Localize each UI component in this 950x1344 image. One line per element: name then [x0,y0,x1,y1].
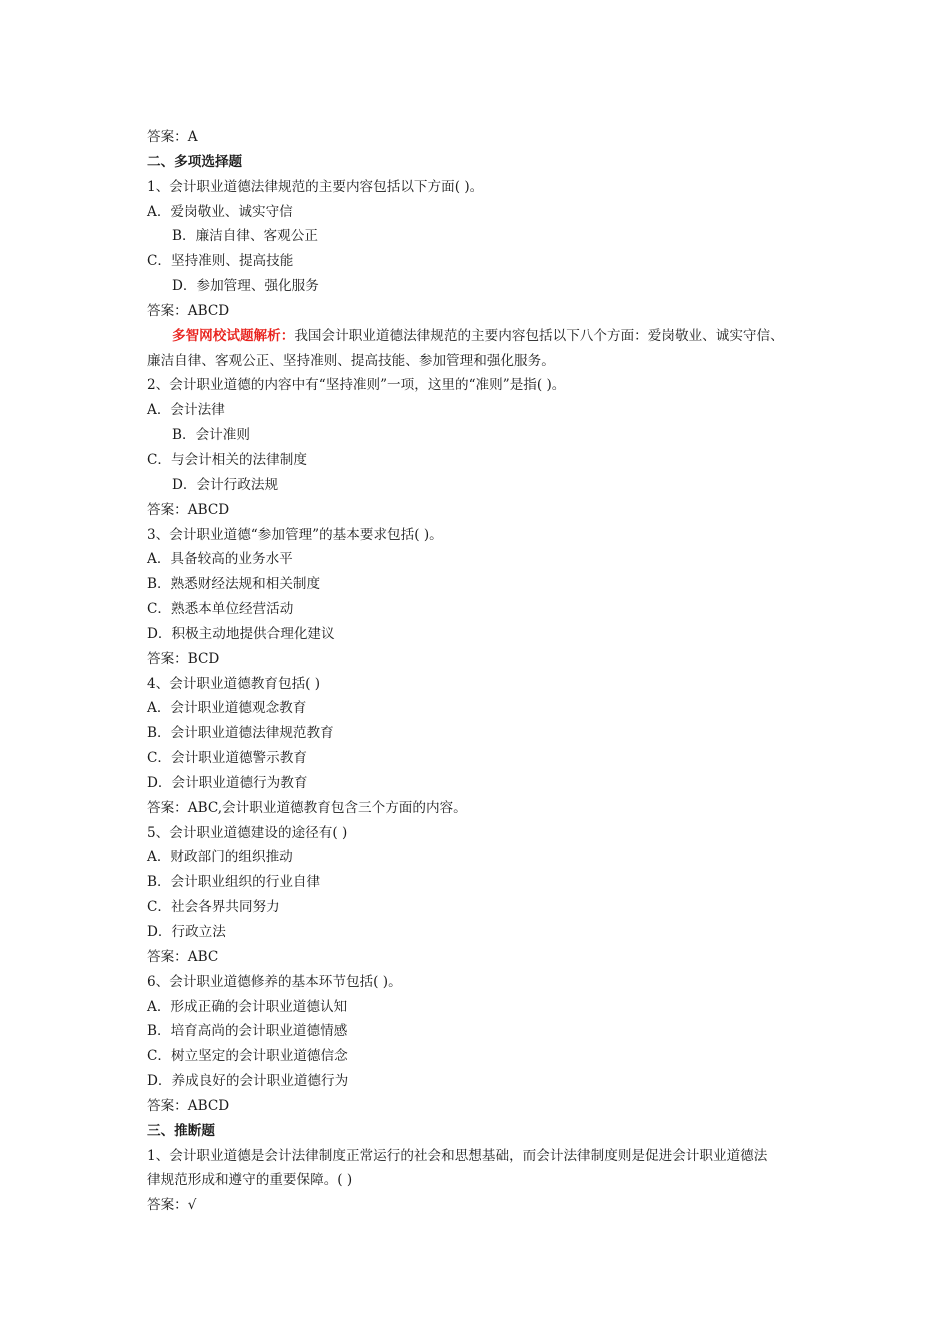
answer-line: 答案：BCD [147,650,220,667]
judgment-question-1: 1、会计职业道德是会计法律制度正常运行的社会和思想基础，而会计法律制度则是促进会计职业道德法 [147,1147,768,1164]
analysis-text: 我国会计职业道德法律规范的主要内容包括以下八个方面：爱岗敬业、诚实守信、 [294,327,784,344]
option-c: C．社会各界共同努力 [147,899,280,916]
option-b: B．培育高尚的会计职业道德情感 [147,1023,348,1040]
option-b: B．会计职业道德法律规范教育 [147,725,334,742]
section-heading-multiple-choice: 二、多项选择题 [147,153,243,170]
question-2: 2、会计职业道德的内容中有“坚持准则”一项，这里的“准则”是指( )。 [147,377,566,394]
analysis-continuation: 廉洁自律、客观公正、坚持准则、提高技能、参加管理和强化服务。 [147,352,555,369]
option-a: A．具备较高的业务水平 [147,551,293,568]
option-c: C．树立坚定的会计职业道德信念 [147,1048,348,1065]
answer-line: 答案：A [147,129,198,145]
section-heading-judgment: 三、推断题 [147,1122,215,1139]
option-d: D．养成良好的会计职业道德行为 [147,1073,349,1090]
option-d: D．参加管理、强化服务 [172,278,319,295]
analysis-label: 多智网校试题解析： [172,327,295,344]
answer-line: 答案：ABCD [147,1097,230,1114]
option-a: A．会计法律 [147,402,225,419]
option-d: D．积极主动地提供合理化建议 [147,625,335,642]
question-1: 1、会计职业道德法律规范的主要内容包括以下方面( )。 [147,178,484,195]
question-3: 3、会计职业道德“参加管理”的基本要求包括( )。 [147,526,443,543]
question-5: 5、会计职业道德建设的途径有( ) [147,824,348,841]
option-d: D．行政立法 [147,924,226,940]
answer-line: 答案：√ [147,1197,197,1214]
answer-line: 答案：ABC [147,948,219,965]
option-b: B．熟悉财经法规和相关制度 [147,576,321,593]
option-c: C．熟悉本单位经营活动 [147,601,294,618]
option-b: B．廉洁自律、客观公正 [172,228,318,245]
option-d: D．会计职业道德行为教育 [147,774,308,791]
option-c: C．坚持准则、提高技能 [147,253,294,270]
answer-line: 答案：ABCD [147,302,230,319]
option-b: B．会计准则 [172,427,250,444]
option-a: A．形成正确的会计职业道德认知 [147,998,348,1015]
option-a: A．爱岗敬业、诚实守信 [147,203,293,220]
option-c: C．会计职业道德警示教育 [147,750,307,767]
option-b: B．会计职业组织的行业自律 [147,874,321,891]
question-4: 4、会计职业道德教育包括( ) [147,675,321,692]
option-c: C．与会计相关的法律制度 [147,451,307,468]
option-a: A．会计职业道德观念教育 [147,700,307,717]
analysis-paragraph [147,324,827,349]
question-6: 6、会计职业道德修养的基本环节包括( )。 [147,973,402,990]
judgment-question-1-continuation: 律规范形成和遵守的重要保障。( ) [147,1172,353,1189]
option-d: D．会计行政法规 [172,476,279,493]
document-body [147,125,827,1218]
answer-line: 答案：ABCD [147,501,230,518]
option-a: A．财政部门的组织推动 [147,849,293,866]
answer-line: 答案：ABC,会计职业道德教育包含三个方面的内容。 [147,799,467,816]
